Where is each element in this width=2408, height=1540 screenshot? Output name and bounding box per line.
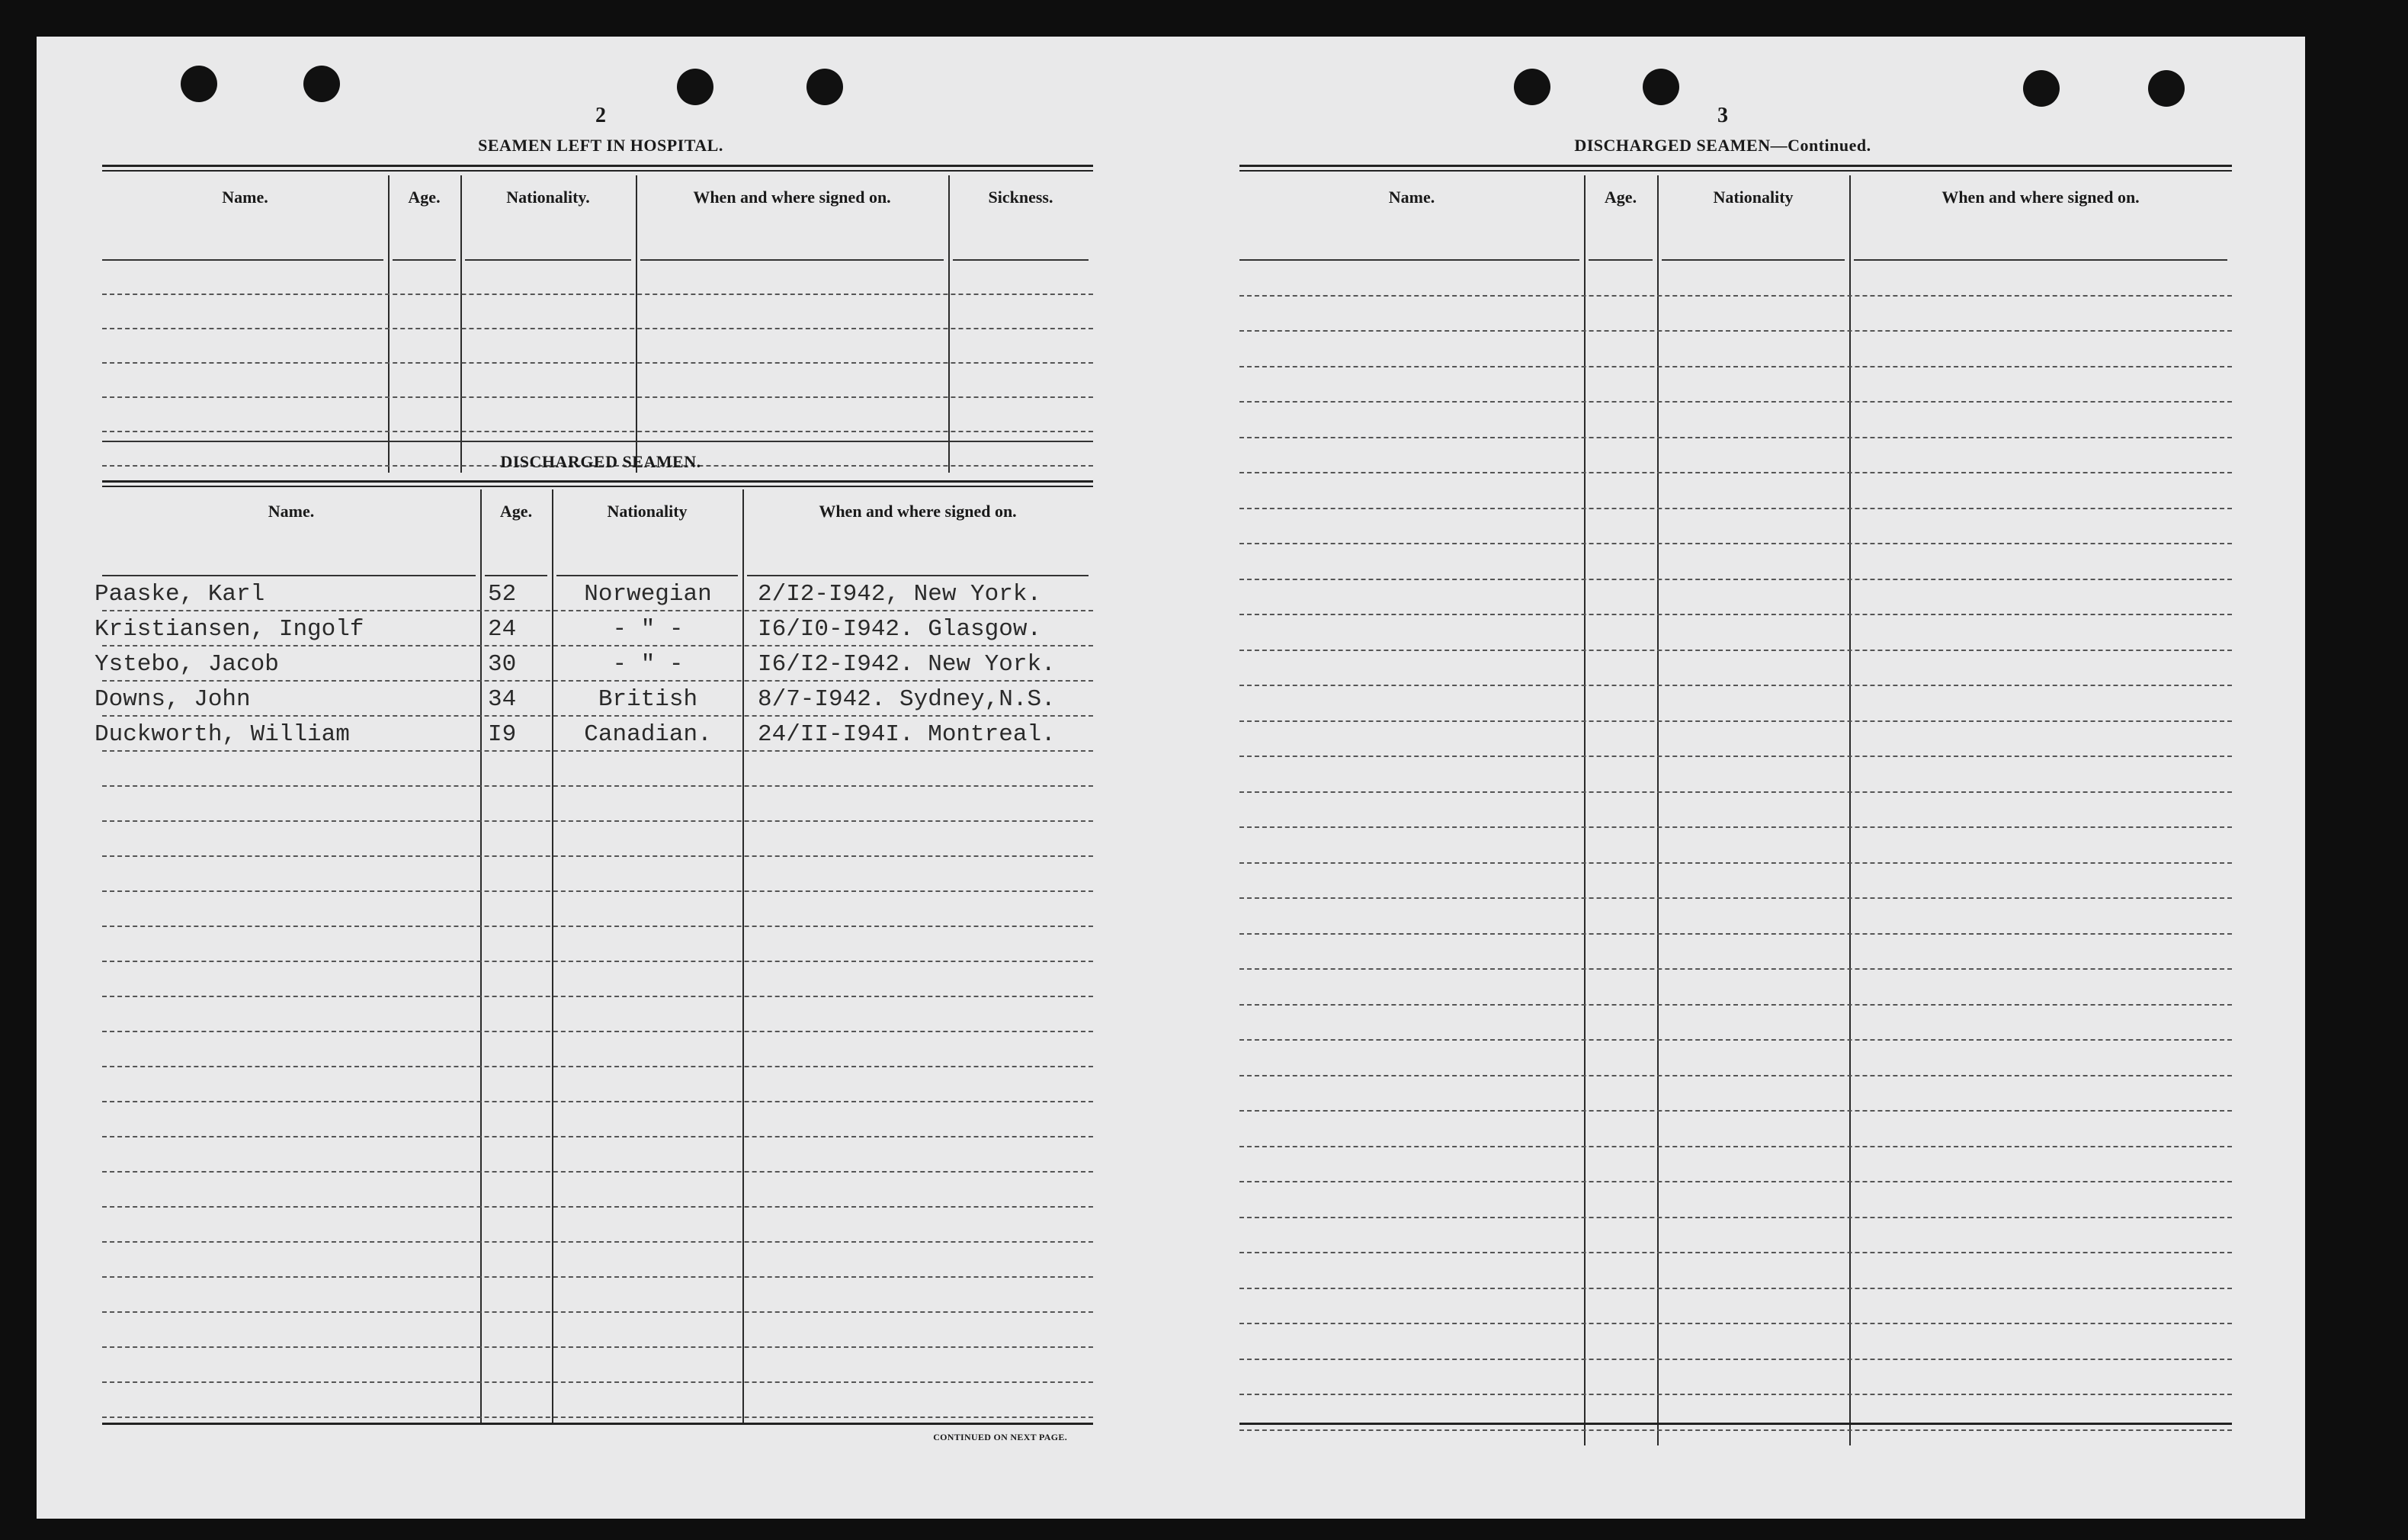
entry-nationality: Norwegian <box>584 581 712 608</box>
ruled-line <box>102 1171 1093 1173</box>
ruled-line <box>102 645 1093 646</box>
ruled-line <box>1239 579 2232 580</box>
ruled-line <box>102 996 1093 997</box>
entry-signed-on: 2/I2-I942, New York. <box>758 581 1042 608</box>
ruled-line <box>102 294 1093 295</box>
ruled-line <box>1239 1075 2232 1076</box>
column-header: Name. <box>268 502 315 521</box>
header-underline <box>747 575 1089 576</box>
entry-nationality: Canadian. <box>584 721 712 748</box>
ruled-line <box>102 610 1093 611</box>
ruled-line <box>1239 1288 2232 1289</box>
entry-signed-on: 8/7-I942. Sydney,N.S. <box>758 686 1056 713</box>
ruled-line <box>1239 401 2232 403</box>
ruled-line <box>1239 366 2232 367</box>
ruled-line <box>102 1311 1093 1313</box>
ruled-line <box>1239 1039 2232 1041</box>
ruled-line <box>1239 650 2232 651</box>
ruled-line <box>1239 968 2232 970</box>
ruled-line <box>102 820 1093 822</box>
ruled-line <box>102 1241 1093 1243</box>
hospital-section-title: SEAMEN LEFT IN HOSPITAL. <box>478 136 723 155</box>
column-header: Name. <box>222 188 268 207</box>
ruled-line <box>102 1136 1093 1137</box>
ruled-line <box>1239 508 2232 509</box>
ruled-line <box>102 328 1093 329</box>
header-underline <box>556 575 738 576</box>
left-page <box>37 37 1134 1519</box>
entry-signed-on: 24/II-I94I. Montreal. <box>758 721 1056 748</box>
column-divider <box>480 489 482 1424</box>
ruled-line <box>102 1381 1093 1383</box>
ruled-line <box>102 362 1093 364</box>
ruled-line <box>1239 437 2232 438</box>
ruled-line <box>102 680 1093 682</box>
entry-name: Paaske, Karl <box>95 581 265 608</box>
ruled-line <box>1239 1394 2232 1395</box>
ruled-line <box>1239 1004 2232 1006</box>
header-underline <box>393 259 456 261</box>
header-underline <box>102 259 383 261</box>
ruled-line <box>1239 1181 2232 1182</box>
ruled-line <box>1239 1323 2232 1324</box>
ruled-line <box>1239 826 2232 828</box>
column-header: When and where signed on. <box>819 502 1017 521</box>
entry-age: 34 <box>488 686 517 713</box>
ruled-line <box>102 715 1093 717</box>
entry-age: 52 <box>488 581 517 608</box>
discharged-continued-table <box>1239 175 2232 1441</box>
discharged-continued-title: DISCHARGED SEAMEN—Continued. <box>1574 136 1871 155</box>
header-underline <box>102 575 476 576</box>
column-divider <box>742 489 744 1424</box>
column-header: Nationality <box>607 502 688 521</box>
ruled-line <box>1239 862 2232 864</box>
entry-age: 30 <box>488 651 517 678</box>
discharged-section-title: DISCHARGED SEAMEN. <box>500 452 701 471</box>
ruled-line <box>1239 720 2232 722</box>
page-number: 3 <box>1717 104 1728 127</box>
section-rule <box>102 441 1093 442</box>
hospital-table <box>102 175 1093 480</box>
entry-nationality: - " - <box>612 616 684 643</box>
discharged-table <box>95 489 1093 1450</box>
column-header: Age. <box>499 502 533 521</box>
ruled-line <box>1239 685 2232 686</box>
ruled-line <box>102 431 1093 432</box>
ruled-line <box>1239 933 2232 935</box>
column-header: Age. <box>408 188 441 207</box>
header-underline <box>640 259 944 261</box>
ruled-line <box>102 855 1093 857</box>
column-header: When and where signed on. <box>693 188 891 207</box>
ruled-line <box>1239 897 2232 899</box>
column-divider <box>460 175 462 473</box>
header-underline <box>1239 259 1579 261</box>
header-underline <box>953 259 1089 261</box>
column-header: Nationality <box>1713 188 1794 207</box>
header-underline <box>1589 259 1653 261</box>
header-underline <box>1854 259 2227 261</box>
column-divider <box>948 175 950 473</box>
entry-name: Duckworth, William <box>95 721 350 748</box>
title-rule <box>1239 165 2232 172</box>
ruled-line <box>102 890 1093 892</box>
ruled-line <box>1239 330 2232 332</box>
entry-age: 24 <box>488 616 517 643</box>
ruled-line <box>102 1416 1093 1418</box>
ruled-line <box>1239 543 2232 544</box>
entry-signed-on: I6/I0-I942. Glasgow. <box>758 616 1042 643</box>
ruled-line <box>102 396 1093 398</box>
entry-name: Ystebo, Jacob <box>95 651 279 678</box>
entry-name: Kristiansen, Ingolf <box>95 616 364 643</box>
title-rule <box>102 165 1093 172</box>
ruled-line <box>1239 791 2232 793</box>
ruled-line <box>102 1101 1093 1102</box>
ruled-line <box>1239 1429 2232 1431</box>
entry-signed-on: I6/I2-I942. New York. <box>758 651 1056 678</box>
ruled-line <box>1239 756 2232 757</box>
ruled-line <box>1239 472 2232 473</box>
ruled-line <box>102 1066 1093 1067</box>
continued-note: CONTINUED ON NEXT PAGE. <box>933 1432 1067 1442</box>
ruled-line <box>1239 614 2232 615</box>
title-rule <box>102 480 1093 487</box>
ruled-line <box>102 961 1093 962</box>
ruled-line <box>1239 1359 2232 1360</box>
ruled-line <box>102 785 1093 787</box>
bottom-rule <box>102 1423 1093 1425</box>
ledger-sheet <box>37 37 2305 1519</box>
column-header: Name. <box>1388 188 1435 207</box>
ruled-line <box>102 1206 1093 1208</box>
right-page <box>1172 37 2301 1519</box>
entry-nationality: - " - <box>612 651 684 678</box>
ruled-line <box>1239 1146 2232 1147</box>
entry-age: I9 <box>488 721 517 748</box>
ruled-line <box>102 750 1093 752</box>
column-header: Age. <box>1604 188 1637 207</box>
column-divider <box>552 489 553 1424</box>
entry-name: Downs, John <box>95 686 251 713</box>
entry-nationality: British <box>598 686 698 713</box>
header-underline <box>485 575 547 576</box>
ruled-line <box>102 1031 1093 1032</box>
page-number: 2 <box>595 104 606 127</box>
ruled-line <box>1239 1110 2232 1112</box>
column-header: Sickness. <box>988 188 1053 207</box>
bottom-rule <box>1239 1423 2232 1425</box>
ruled-line <box>1239 295 2232 297</box>
ruled-line <box>102 1346 1093 1348</box>
header-underline <box>1662 259 1845 261</box>
ruled-line <box>102 926 1093 927</box>
column-header: When and where signed on. <box>1941 188 2140 207</box>
column-header: Nationality. <box>506 188 590 207</box>
header-underline <box>465 259 631 261</box>
ruled-line <box>1239 1252 2232 1253</box>
ruled-line <box>102 1276 1093 1278</box>
ruled-line <box>1239 1217 2232 1218</box>
column-divider <box>636 175 637 473</box>
column-divider <box>388 175 390 473</box>
